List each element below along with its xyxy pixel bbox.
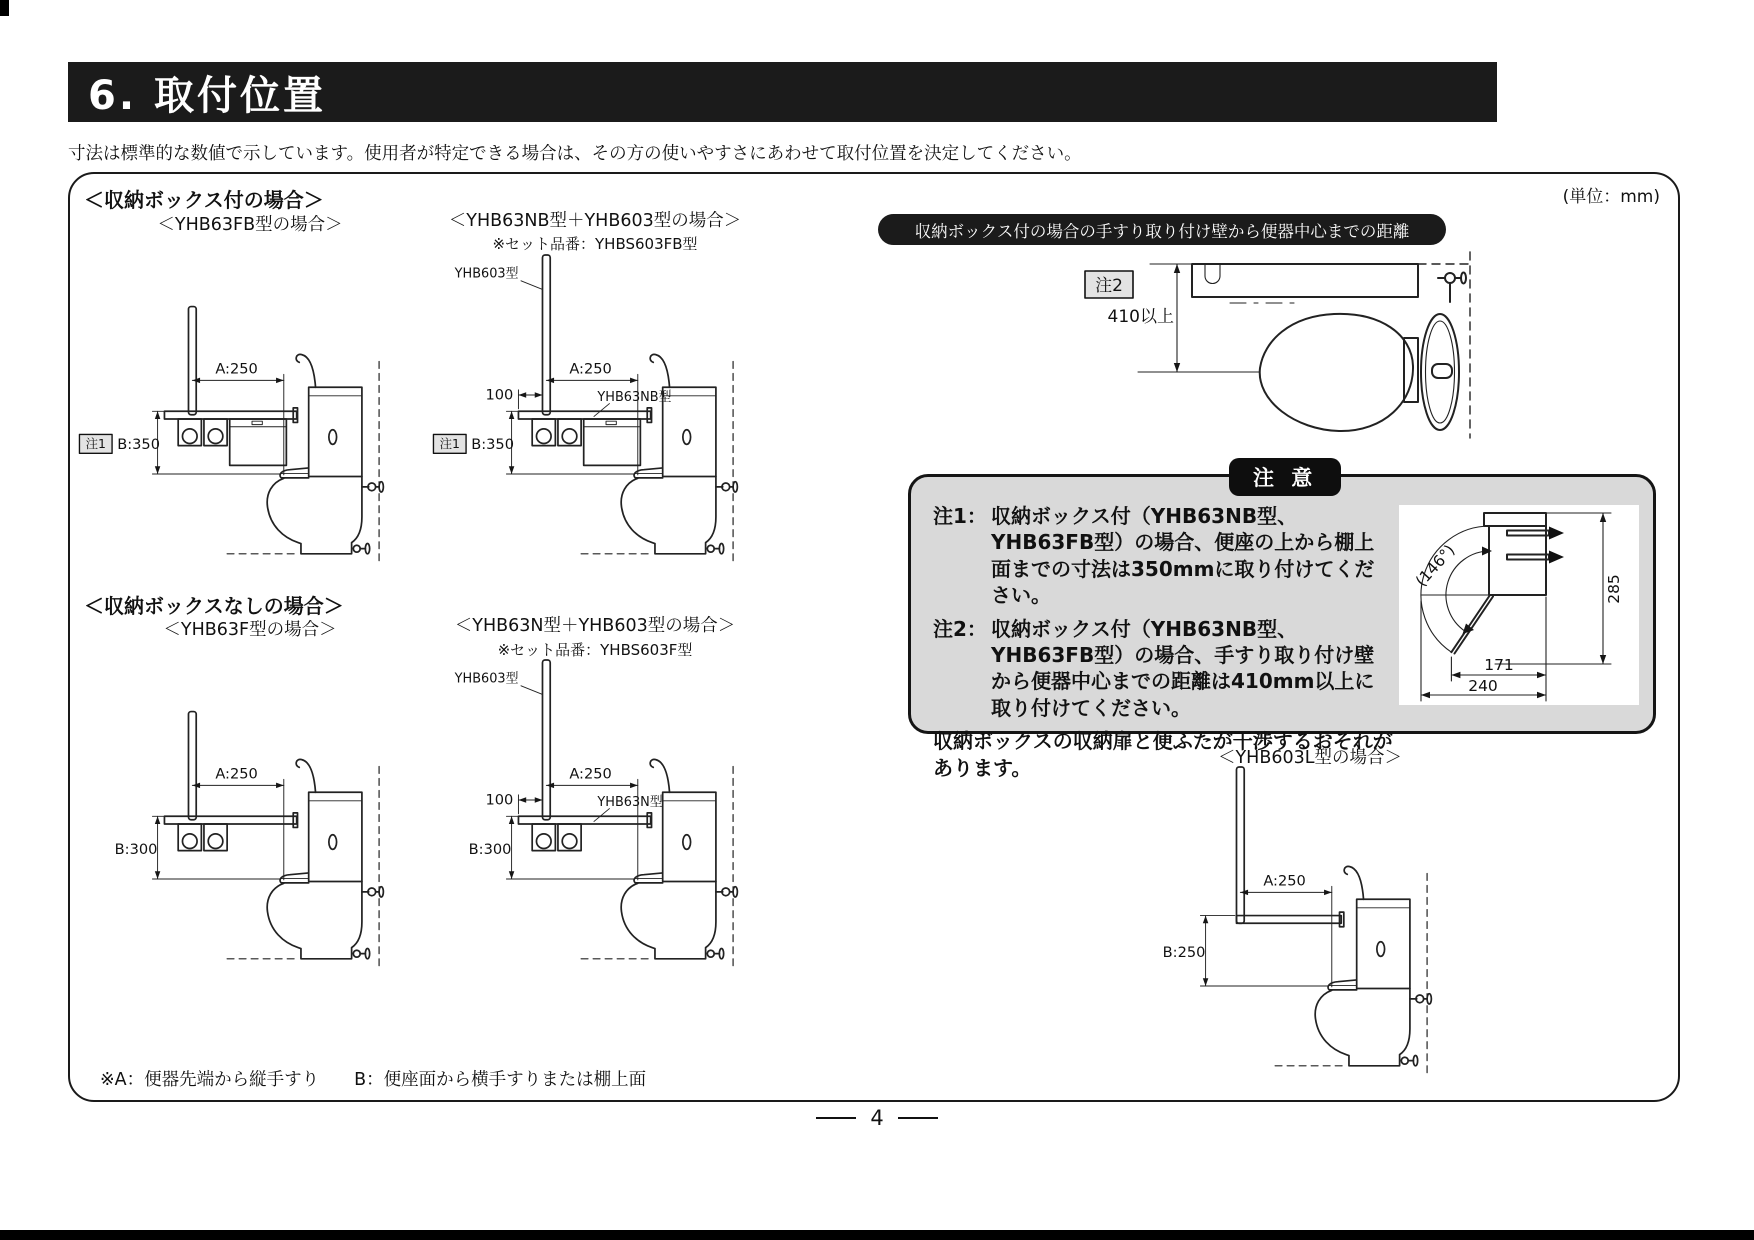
caution-item-tag: 注1： — [933, 504, 987, 528]
dim-240-label: 240 — [1468, 677, 1498, 695]
toilet-side-view — [581, 759, 737, 967]
dim-a-label: A:250 — [215, 360, 258, 378]
figure-dimensions — [1421, 513, 1623, 701]
l-shaped-grab-bar — [1236, 767, 1343, 927]
intro-text: 寸法は標準的な数値で示しています。使用者が特定できる場合は、その方の使いやすさにあわせて取付位置を決定してください。 — [68, 144, 1082, 164]
note1-ref: 注1 — [439, 436, 460, 452]
diagram-yhb63nb-yhb603 — [418, 248, 770, 566]
handrail-shelf — [164, 813, 297, 851]
dim-b-label: B:300 — [114, 841, 158, 859]
vertical-grab-bar — [542, 660, 550, 820]
dim-a-label: A:250 — [1263, 872, 1306, 890]
caution-item-text: 収納ボックス付（YHB63NB型、YHB63FB型）の場合、手すり取り付け壁から便器中心までの距離は410mm以上に取り付けてください。 — [991, 616, 1375, 720]
dim-b-label: B:350 — [471, 436, 514, 454]
dimension-b — [115, 816, 281, 879]
dim-b-label: B:300 — [468, 841, 512, 859]
caution-item-tag: 注2： — [933, 616, 987, 641]
dimension-offset — [485, 386, 542, 408]
page-title: 6. 取付位置 — [88, 72, 326, 119]
registration-mark — [0, 0, 9, 16]
diagram-nb-title: ＜YHB63NB型＋YHB603型の場合＞ — [448, 211, 742, 231]
dimension-offset — [485, 791, 542, 813]
door-angle-label: (146°) — [1412, 541, 1459, 591]
diagram-n-title: ＜YHB63N型＋YHB603型の場合＞ — [454, 616, 736, 636]
rail-label: YHB63NB型 — [597, 389, 672, 405]
vertical-grab-bar — [188, 307, 196, 415]
storage-box-door-swing — [1412, 513, 1564, 654]
caution-item — [933, 616, 1393, 722]
dimension-a — [192, 361, 283, 475]
bottom-edge-strip — [0, 1230, 1754, 1240]
storage-box-shelf — [164, 408, 297, 466]
page-number-dash — [816, 1117, 856, 1120]
vertical-grab-bar — [542, 255, 550, 415]
caution-item — [933, 503, 1393, 609]
note2-ref-box — [1085, 271, 1133, 298]
dimension-b — [1163, 916, 1329, 986]
toilet-side-view — [581, 354, 737, 562]
page-number-dash — [898, 1117, 938, 1120]
page-title-bar — [68, 62, 1497, 122]
page-number — [777, 1106, 977, 1130]
caution-figure — [1399, 505, 1639, 705]
handrail-shelf — [518, 813, 651, 851]
dim-a-label: A:250 — [569, 765, 612, 783]
footnote: ※A：便器先端から縦手すり B：便座面から横手すりまたは棚上面 — [100, 1070, 647, 1090]
offset-label: 100 — [485, 791, 514, 809]
caution-item-text: 収納ボックス付（YHB63NB型、YHB63FB型）の場合、便座の上から棚上面までの寸法は350mmに取り付けてください。 — [991, 504, 1375, 608]
section-with-box-heading: ＜収納ボックス付の場合＞ — [84, 188, 324, 212]
dimension-a — [546, 361, 637, 475]
section-without-box-heading: ＜収納ボックスなしの場合＞ — [84, 594, 344, 618]
note1-ref: 注1 — [85, 436, 106, 452]
distance-topview-diagram — [1050, 246, 1480, 441]
note2-ref: 注2 — [1095, 276, 1123, 296]
shelf-top-view — [1192, 264, 1418, 303]
dimension-a — [192, 766, 283, 880]
dim-410-label: 410以上 — [1107, 307, 1174, 327]
diagram-yhb63fb — [64, 248, 416, 566]
diagram-n-set-note: ※セット品番：YHBS603F型 — [497, 641, 693, 659]
diagram-f-title: ＜YHB63F型の場合＞ — [163, 620, 337, 640]
caution-warning: 収納ボックスの収納扉と便ふたが干渉するおそれがあります。 — [933, 729, 1393, 780]
diagram-yhb63f — [64, 653, 416, 971]
toilet-side-view — [1275, 866, 1431, 1074]
diagram-yhb63n-yhb603 — [418, 653, 770, 971]
dimension-a — [1240, 873, 1331, 987]
dim-285-label: 285 — [1605, 574, 1623, 604]
pole-label: YHB603型 — [454, 671, 519, 687]
diagram-yhb603l — [1112, 760, 1464, 1078]
dim-a-label: A:250 — [215, 765, 258, 783]
diagram-l-title: ＜YHB603L型の場合＞ — [1217, 748, 1402, 768]
storage-box-shelf — [518, 408, 651, 466]
dim-b-label: B:250 — [1162, 943, 1206, 961]
caution-label: 注 意 — [1229, 458, 1341, 496]
dimension-a — [546, 766, 637, 880]
dimension-b — [469, 816, 635, 879]
offset-label: 100 — [485, 386, 514, 404]
pole-label: YHB603型 — [454, 266, 519, 282]
toilet-side-view — [227, 759, 383, 967]
dim-a-label: A:250 — [569, 360, 612, 378]
diagram-fb-title: ＜YHB63FB型の場合＞ — [157, 215, 343, 235]
diagram-nb-set-note: ※セット品番：YHBS603FB型 — [492, 235, 698, 253]
dim-b-label: B:350 — [117, 436, 160, 454]
rail-label: YHB63N型 — [597, 794, 663, 810]
dim-171-label: 171 — [1484, 656, 1514, 674]
unit-note: (単位：mm) — [1562, 187, 1660, 207]
toilet-side-view — [227, 354, 383, 562]
page-number-value: 4 — [870, 1106, 884, 1130]
distance-banner: 収納ボックス付の場合の手すり取り付け壁から便器中心までの距離 — [878, 214, 1446, 245]
vertical-grab-bar — [188, 712, 196, 820]
